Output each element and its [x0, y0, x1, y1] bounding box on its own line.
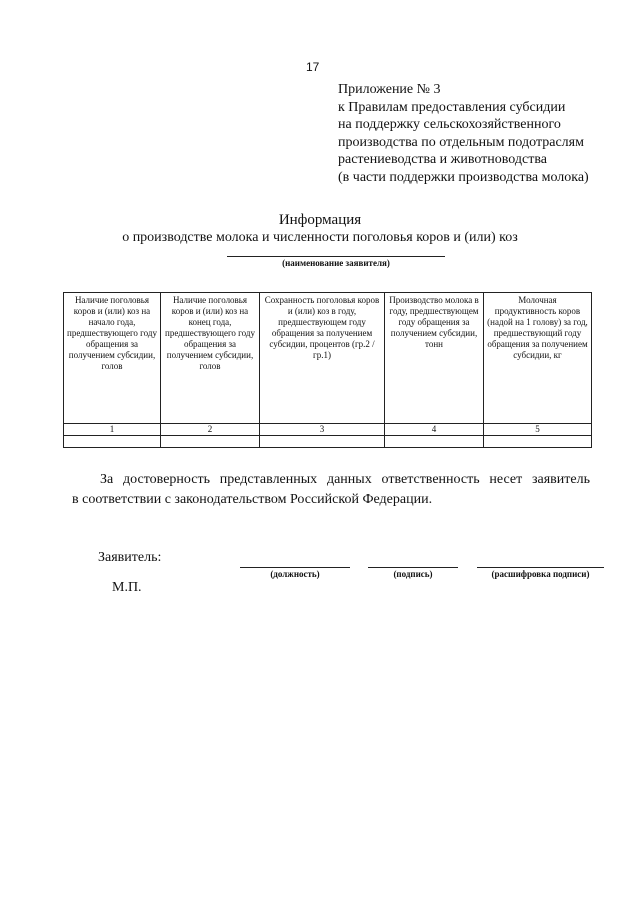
table-header-row — [64, 293, 592, 424]
column-number: 5 — [484, 424, 592, 436]
column-header: Сохранность поголовья коров и (или) коз в году, предшествующем году обращения за получением субсидии, процентов (гр.2 / гр.1) — [260, 293, 385, 424]
appendix-line: производства по отдельным подотраслям — [338, 134, 584, 150]
column-number: 2 — [161, 424, 260, 436]
applicant-name-line — [227, 256, 445, 257]
column-header: Производство молока в году, предшествующем году обращения за получением субсидии, тонн — [385, 293, 484, 424]
decoding-line — [477, 567, 604, 568]
appendix-line: к Правилам предоставления субсидии — [338, 99, 566, 115]
table-cell — [260, 436, 385, 448]
statement-line: в соответствии с законодательством Российской Федерации. — [72, 492, 433, 507]
column-header: Молочная продуктивность коров (надой на 1 голову) за год, предшествующий году обращения за получением субсидии, кг — [484, 293, 592, 424]
data-table — [63, 292, 592, 448]
signature-line — [368, 567, 458, 568]
appendix-line: (в части поддержки производства молока) — [338, 169, 589, 185]
column-number: 4 — [385, 424, 484, 436]
position-line — [240, 567, 350, 568]
page-number: 17 — [306, 60, 320, 74]
appendix-line: растениеводства и животноводства — [338, 152, 547, 167]
signature-caption: (подпись) — [393, 569, 433, 579]
stamp-label: М.П. — [112, 580, 142, 595]
appendix-line: Приложение № 3 — [338, 82, 441, 97]
column-header: Наличие поголовья коров и (или) коз на начало года, предшествующего году обращения за получением субсидии, голов — [64, 293, 161, 424]
appendix-line: на поддержку сельскохозяйственного — [338, 117, 561, 132]
applicant-label: Заявитель: — [98, 550, 162, 565]
table-cell — [161, 436, 260, 448]
decoding-caption: (расшифровка подписи) — [491, 569, 590, 579]
table-cell — [64, 436, 161, 448]
table-cell — [385, 436, 484, 448]
table-cell — [484, 436, 592, 448]
column-number: 3 — [260, 424, 385, 436]
column-header: Наличие поголовья коров и (или) коз на конец года, предшествующего году обращения за получением субсидии, голов — [161, 293, 260, 424]
position-caption: (должность) — [270, 569, 320, 579]
column-number: 1 — [64, 424, 161, 436]
table-row — [64, 436, 592, 448]
column-number-row — [64, 424, 592, 436]
appendix-block — [338, 81, 589, 186]
statement-line: За достоверность представленных данных ответственность несет заявитель — [100, 472, 590, 487]
document-subtitle: о производстве молока и численности поголовья коров и (или) коз — [122, 230, 518, 245]
responsibility-statement — [72, 470, 590, 510]
applicant-name-caption: (наименование заявителя) — [282, 258, 390, 268]
document-title: Информация — [278, 212, 362, 228]
